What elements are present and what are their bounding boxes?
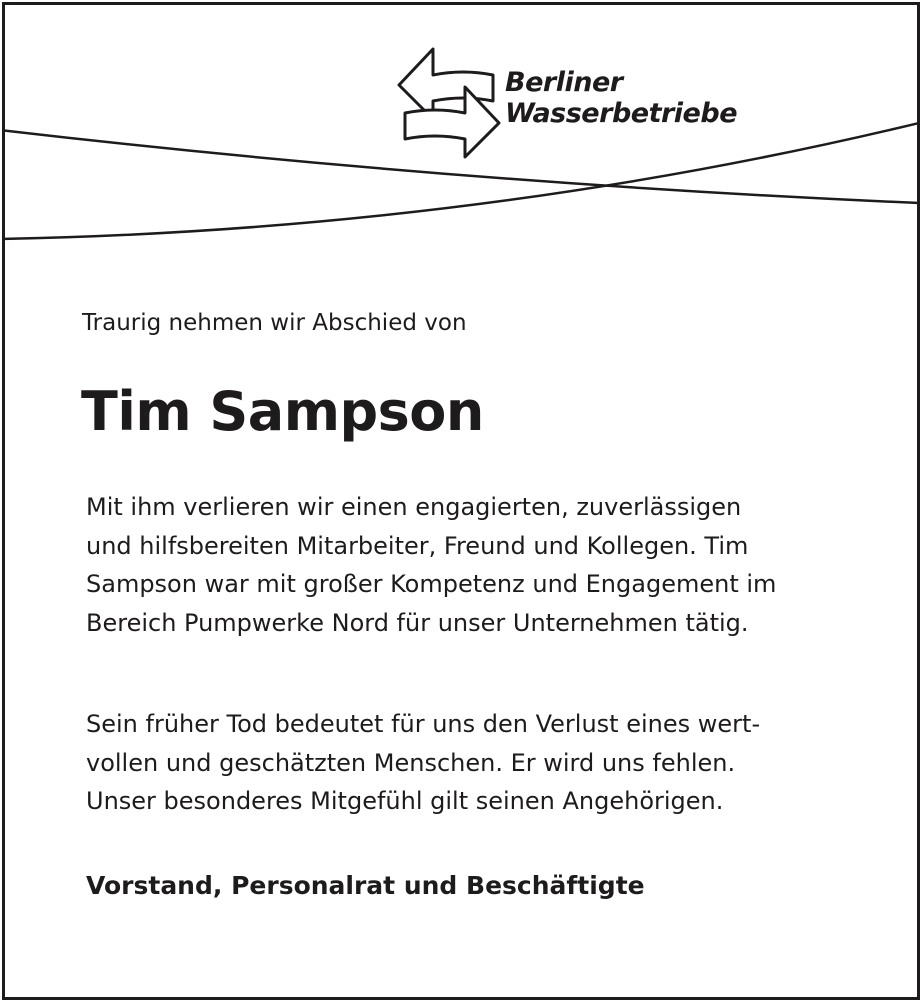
company-logo-wordmark xyxy=(505,67,737,129)
paragraph-tribute xyxy=(86,488,776,642)
paragraph-condolence xyxy=(86,705,760,821)
paragraph-line: und hilfsbereiten Mitarbeiter, Freund und Kollegen. Tim xyxy=(86,531,749,560)
logo-line-2: Wasserbetriebe xyxy=(505,98,738,129)
paragraph-line: Unser besonderes Mitgefühl gilt seinen Angehörigen. xyxy=(86,787,724,815)
deceased-name: Tim Sampson xyxy=(81,380,484,443)
paragraph-line: vollen und geschätzten Menschen. Er wird uns fehlen. xyxy=(86,748,736,777)
paragraph-line: Mit ihm verlieren wir einen engagierten, zuverlässigen xyxy=(86,493,742,521)
logo-line-1: Berliner xyxy=(505,67,623,98)
paragraph-line: Sein früher Tod bedeutet für uns den Verlust eines wert- xyxy=(86,710,761,738)
signature: Vorstand, Personalrat und Beschäftigte xyxy=(86,871,645,900)
paragraph-line: Bereich Pumpwerke Nord für unser Unternehmen tätig. xyxy=(86,608,749,637)
intro-text: Traurig nehmen wir Abschied von xyxy=(82,310,467,336)
paragraph-line: Sampson war mit großer Kompetenz und Engagement im xyxy=(86,570,777,598)
bwb-arrows-logo-icon xyxy=(395,45,503,161)
obituary-notice xyxy=(2,2,920,1000)
